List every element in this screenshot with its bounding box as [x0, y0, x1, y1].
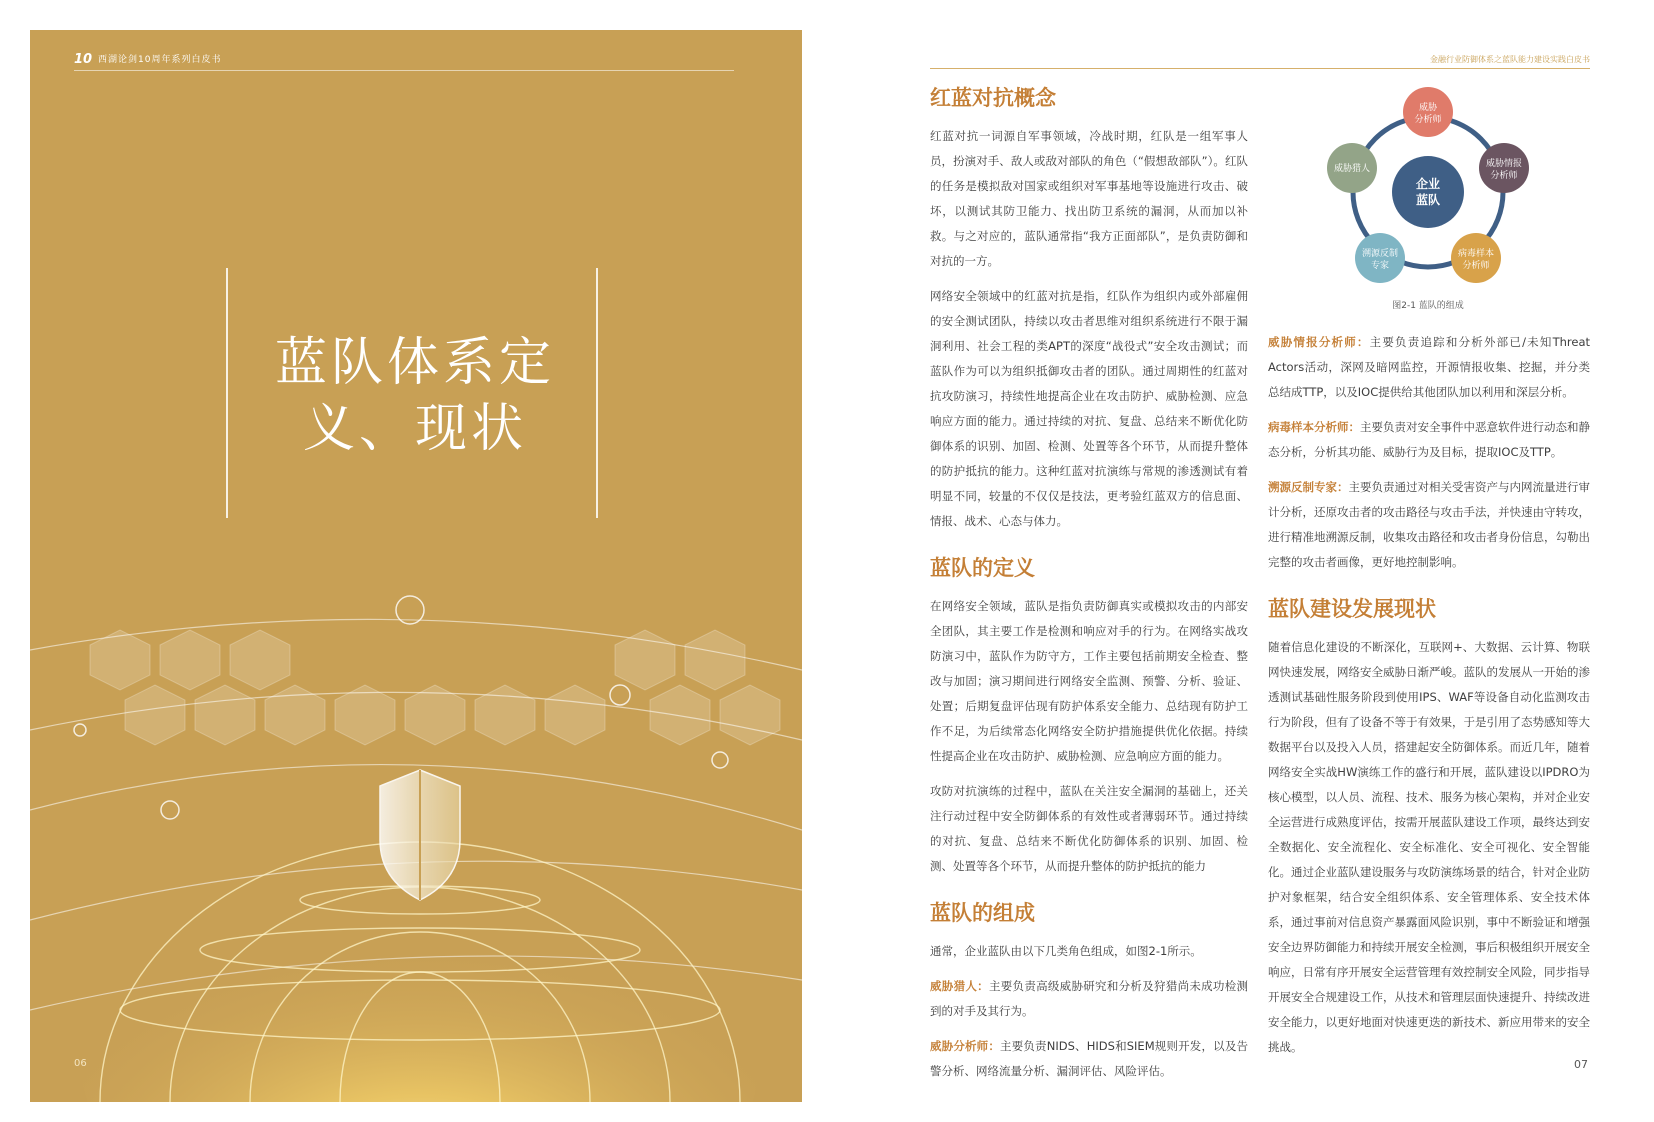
definition-paragraph-1: 在网络安全领域，蓝队是指负责防御真实或模拟攻击的内部安全团队，其主要工作是检测和响应对手的行为。在网络实战攻防演习中，蓝队作为防守方，工作主要包括前期安全检查、整改与加固；演习期间进行网络安全监测、预警、分析、验证、处置；后期复盘评估现有防护体系安全能力、总结现有防护工作不足，为后续常态化网络安全防护措施提供优化依据。持续性提高企业在攻击防护、威胁检测、应急响应方面的能力。 — [930, 599, 1248, 763]
right-page-number: 07 — [1574, 1058, 1588, 1071]
right-header-text: 金融行业防御体系之蓝队能力建设实践白皮书 — [1430, 55, 1590, 64]
role-text: 主要负责NIDS、HIDS和SIEM规则开发，以及告警分析、网络流量分析、漏洞评估、风险评估。 — [930, 1039, 1248, 1078]
node-label: 威胁 — [1418, 103, 1438, 113]
node-label: 分析师 — [1414, 115, 1442, 125]
left-header-text: 西湖论剑10周年系列白皮书 — [98, 55, 222, 65]
node-label: 溯源反制 — [1361, 249, 1399, 259]
cyber-globe-illustration — [30, 590, 802, 1102]
blue-team-composition-diagram — [1318, 82, 1538, 302]
cover-page — [30, 30, 802, 1102]
center-label-2: 蓝队 — [1415, 193, 1441, 207]
section-title-composition: 蓝队的组成 — [930, 901, 1035, 925]
role-text: 主要负责通过对相关受害资产与内网流量进行审计分析，还原攻击者的攻击路径与攻击手法，并快速由守转攻，进行精准地溯源反制，收集攻击路径和攻击者身份信息，勾勒出完整的攻击者画像，更好地控制影响。 — [1268, 480, 1590, 569]
cover-title — [240, 330, 590, 462]
role-label: 威胁情报分析师： — [1268, 335, 1370, 349]
text-column-left — [930, 80, 1248, 1094]
left-page-number: 06 — [74, 1058, 87, 1069]
cover-title-line-1: 蓝队体系定 — [274, 333, 555, 393]
composition-intro: 通常，企业蓝队由以下几类角色组成，如图2-1所示。 — [930, 944, 1202, 958]
role-threat-hunter — [930, 974, 1248, 1024]
concept-paragraph-1: 红蓝对抗一词源自军事领域，冷战时期，红队是一组军事人员，扮演对手、敌人或敌对部队的角色（“假想敌部队”）。红队的任务是模拟敌对国家或组织对军事基地等设施进行攻击、破坏，以测试其防卫能力、找出防卫系统的漏洞，从而加以补救。与之对应的，蓝队通常指“我方正面部队”，是负责防御和对抗的一方。 — [930, 129, 1248, 268]
definition-paragraph-2: 攻防对抗演练的过程中，蓝队在关注安全漏洞的基础上，还关注行动过程中安全防御体系的有效性或者薄弱环节。通过持续的对抗、复盘、总结来不断优化防御体系的识别、加固、检测、处置等各个环节，从而提升整体的防护抵抗的能力 — [930, 784, 1248, 873]
anniversary-logo — [74, 50, 92, 66]
role-text: 主要负责对安全事件中恶意软件进行动态和静态分析，分析其功能、威胁行为及目标，提取IOC及TTP。 — [1268, 420, 1590, 459]
section-title-status: 蓝队建设发展现状 — [1268, 597, 1436, 621]
role-text: 主要负责高级威胁研究和分析及狩猎尚未成功检测到的对手及其行为。 — [930, 979, 1249, 1018]
center-label-1: 企业 — [1415, 177, 1441, 191]
role-label: 威胁猎人： — [930, 979, 989, 993]
role-threat-intel-analyst — [1268, 330, 1590, 405]
role-threat-analyst — [930, 1034, 1248, 1084]
node-label: 威胁情报 — [1485, 159, 1523, 169]
node-label: 威胁猎人 — [1333, 164, 1371, 174]
diagram-center-node — [1392, 156, 1464, 228]
node-label: 病毒样本 — [1457, 249, 1495, 259]
concept-paragraph-2: 网络安全领域中的红蓝对抗是指，红队作为组织内或外部雇佣的安全测试团队，持续以攻击者思维对组织系统进行不限于漏洞利用、社会工程的类APT的深度“战役式”安全攻击测试；而蓝队作为可以为组织抵御攻击者的团队。通过周期性的红蓝对抗攻防演习，持续性地提高企业在攻击防护、威胁检测、应急响应方面的能力。通过持续的对抗、复盘、总结来不断优化防御体系的识别、加固、检测、处置等各个环节，从而提升整体的防护抵抗的能力。这种红蓝对抗演练与常规的渗透测试有着明显不同，较量的不仅仅是技法，更考验红蓝双方的信息面、情报、战术、心态与体力。 — [930, 289, 1248, 528]
right-page-header — [930, 52, 1590, 69]
section-title-concept: 红蓝对抗概念 — [930, 86, 1056, 110]
role-label: 溯源反制专家： — [1268, 480, 1349, 494]
text-column-right — [1268, 330, 1590, 1070]
node-label: 分析师 — [1462, 261, 1490, 271]
section-title-definition: 蓝队的定义 — [930, 556, 1035, 580]
svg-text:10: 10 — [74, 52, 92, 66]
node-label: 专家 — [1370, 261, 1390, 271]
title-divider-left — [226, 268, 228, 518]
node-label: 分析师 — [1490, 171, 1518, 181]
cover-title-line-2: 义、现状 — [302, 399, 527, 459]
role-tracing-expert — [1268, 475, 1590, 575]
role-text: 主要负责追踪和分析外部已/未知Threat Actors活动，深网及暗网监控，开源情报收集、挖掘，并分类总结成TTP，以及IOC提供给其他团队加以利用和深层分析。 — [1268, 335, 1591, 399]
title-divider-right — [596, 268, 598, 518]
left-page-header — [74, 50, 734, 71]
role-label: 病毒样本分析师： — [1268, 420, 1360, 434]
status-paragraph: 随着信息化建设的不断深化，互联网+、大数据、云计算、物联网快速发展，网络安全威胁日渐严峻。蓝队的发展从一开始的渗透测试基础性服务阶段到使用IPS、WAF等设备自动化监测攻击行为阶段，但有了设备不等于有效果，于是引用了态势感知等大数据平台以及投入人员，搭建起安全防御体系。而近几年，随着网络安全实战HW演练工作的盛行和开展，蓝队建设以IPDRO为核心模型，以人员、流程、技术、服务为核心架构，并对企业安全运营进行成熟度评估，按需开展蓝队建设工作项，最终达到安全数据化、安全流程化、安全标准化、安全可视化、安全智能化。通过企业蓝队建设服务与攻防演练场景的结合，针对企业防护对象框架，结合安全组织体系、安全管理体系、安全技术体系，通过事前对信息资产暴露面风险识别，事中不断验证和增强安全边界防御能力和持续开展安全检测，事后积极组织开展安全响应，日常有序开展安全运营管理有效控制安全风险，同步指导开展安全合规建设工作，从技术和管理层面快速提升、持续改进安全能力，以更好地面对快速更迭的新技术、新应用带来的安全挑战。 — [1268, 640, 1590, 1054]
role-label: 威胁分析师： — [930, 1039, 1001, 1053]
role-malware-analyst — [1268, 415, 1590, 465]
figure-caption: 图2-1 蓝队的组成 — [1392, 301, 1464, 311]
